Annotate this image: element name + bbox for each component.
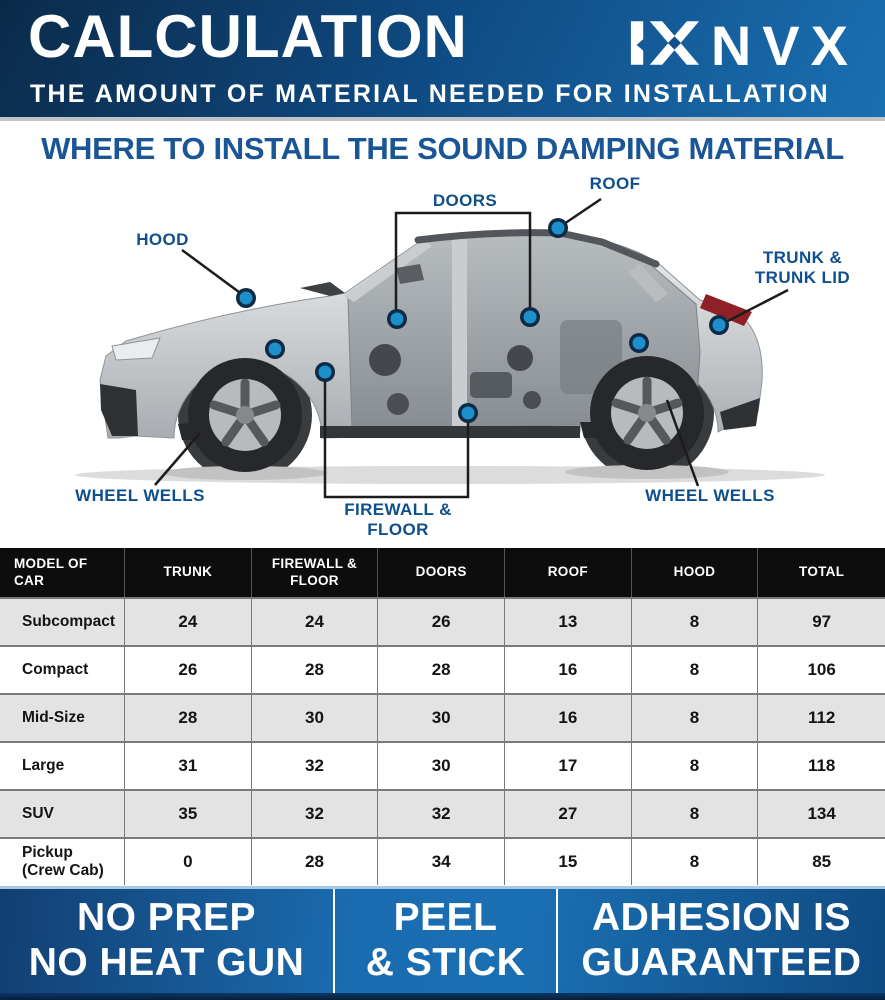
value-cell: 34: [378, 839, 505, 885]
page-title: CALCULATION: [28, 3, 468, 70]
value-cell: 32: [378, 791, 505, 837]
wheel-wells-right-label: WHEEL WELLS: [645, 486, 775, 505]
footer-banner: [0, 886, 885, 1000]
column-header: DOORS: [378, 548, 505, 597]
value-cell: 28: [378, 647, 505, 693]
table-body: [0, 597, 885, 885]
rear-wheel-well-dot: [629, 333, 649, 353]
firewall-floor-label: FIREWALL & FLOOR: [344, 500, 452, 540]
hood-label: HOOD: [136, 230, 189, 249]
nvx-logo: [629, 13, 859, 77]
roof-label: ROOF: [589, 174, 641, 193]
materials-table: [0, 548, 885, 885]
model-cell: Mid-Size: [0, 695, 125, 741]
footer-bottom-strip: [0, 993, 885, 1000]
value-cell: 28: [252, 647, 379, 693]
value-cell: 27: [505, 791, 632, 837]
value-cell: 30: [378, 743, 505, 789]
value-cell: 13: [505, 599, 632, 645]
footer-item-no-prep: NO PREP NO HEAT GUN: [28, 896, 305, 984]
column-header: ROOF: [505, 548, 632, 597]
banner-divider: [0, 117, 885, 121]
value-cell: 97: [812, 612, 832, 631]
front-door-dot: [387, 309, 407, 329]
table-row: [0, 693, 885, 741]
value-cell: 85: [812, 852, 832, 871]
value-cell: 8: [632, 599, 759, 645]
header-banner: [0, 0, 885, 117]
value-cell: 106: [807, 660, 836, 679]
value-cell: 24: [125, 599, 252, 645]
model-cell: Subcompact: [0, 599, 125, 645]
rear-door-dot: [520, 307, 540, 327]
column-header: MODEL OF CAR: [0, 548, 125, 597]
nvx-logo-mark-icon: [629, 16, 701, 75]
car-diagram: [0, 172, 885, 548]
column-header: HOOD: [632, 548, 759, 597]
floor-dot: [458, 403, 478, 423]
doors-label: DOORS: [432, 191, 498, 210]
value-cell: 15: [505, 839, 632, 885]
value-cell: 26: [125, 647, 252, 693]
trunk-dot: [709, 315, 729, 335]
value-cell: 32: [252, 791, 379, 837]
value-cell: 8: [632, 695, 759, 741]
front-wheel-well-dot: [265, 339, 285, 359]
model-cell: Large: [0, 743, 125, 789]
table-row: [0, 741, 885, 789]
table-row: [0, 645, 885, 693]
section-heading: WHERE TO INSTALL THE SOUND DAMPING MATERIAL: [41, 131, 844, 166]
table-header-row: [0, 548, 885, 597]
hood-dot: [236, 288, 256, 308]
trunk-label: TRUNK & TRUNK LID: [754, 248, 851, 288]
firewall-dot: [315, 362, 335, 382]
front-wheel: [188, 358, 302, 472]
value-cell: 30: [378, 695, 505, 741]
header-subtitle: THE AMOUNT OF MATERIAL NEEDED FOR INSTALLATION: [30, 80, 830, 108]
value-cell: 8: [632, 647, 759, 693]
roof-dot: [548, 218, 568, 238]
model-cell: Compact: [0, 647, 125, 693]
value-cell: 30: [252, 695, 379, 741]
wheel-wells-left-label: WHEEL WELLS: [75, 486, 205, 505]
value-cell: 16: [505, 695, 632, 741]
value-cell: 24: [252, 599, 379, 645]
value-cell: 28: [125, 695, 252, 741]
value-cell: 26: [378, 599, 505, 645]
column-header: TRUNK: [125, 548, 252, 597]
table-row: [0, 837, 885, 885]
value-cell: 118: [807, 756, 836, 775]
footer-item-peel-stick: PEEL & STICK: [333, 889, 556, 1000]
value-cell: 28: [252, 839, 379, 885]
table-row: [0, 597, 885, 645]
table-row: [0, 789, 885, 837]
footer-item-adhesion: ADHESION IS GUARANTEED: [556, 889, 885, 1000]
column-header: FIREWALL & FLOOR: [252, 548, 379, 597]
value-cell: 8: [632, 839, 759, 885]
value-cell: 31: [125, 743, 252, 789]
value-cell: 134: [807, 804, 836, 823]
column-header: TOTAL: [799, 564, 845, 580]
model-cell: SUV: [0, 791, 125, 837]
value-cell: 8: [632, 743, 759, 789]
value-cell: 17: [505, 743, 632, 789]
value-cell: 32: [252, 743, 379, 789]
value-cell: 8: [632, 791, 759, 837]
value-cell: 112: [807, 708, 836, 727]
nvx-logo-text: NVX: [710, 13, 859, 77]
value-cell: 0: [125, 839, 252, 885]
model-cell: Pickup (Crew Cab): [0, 839, 125, 885]
value-cell: 35: [125, 791, 252, 837]
value-cell: 16: [505, 647, 632, 693]
